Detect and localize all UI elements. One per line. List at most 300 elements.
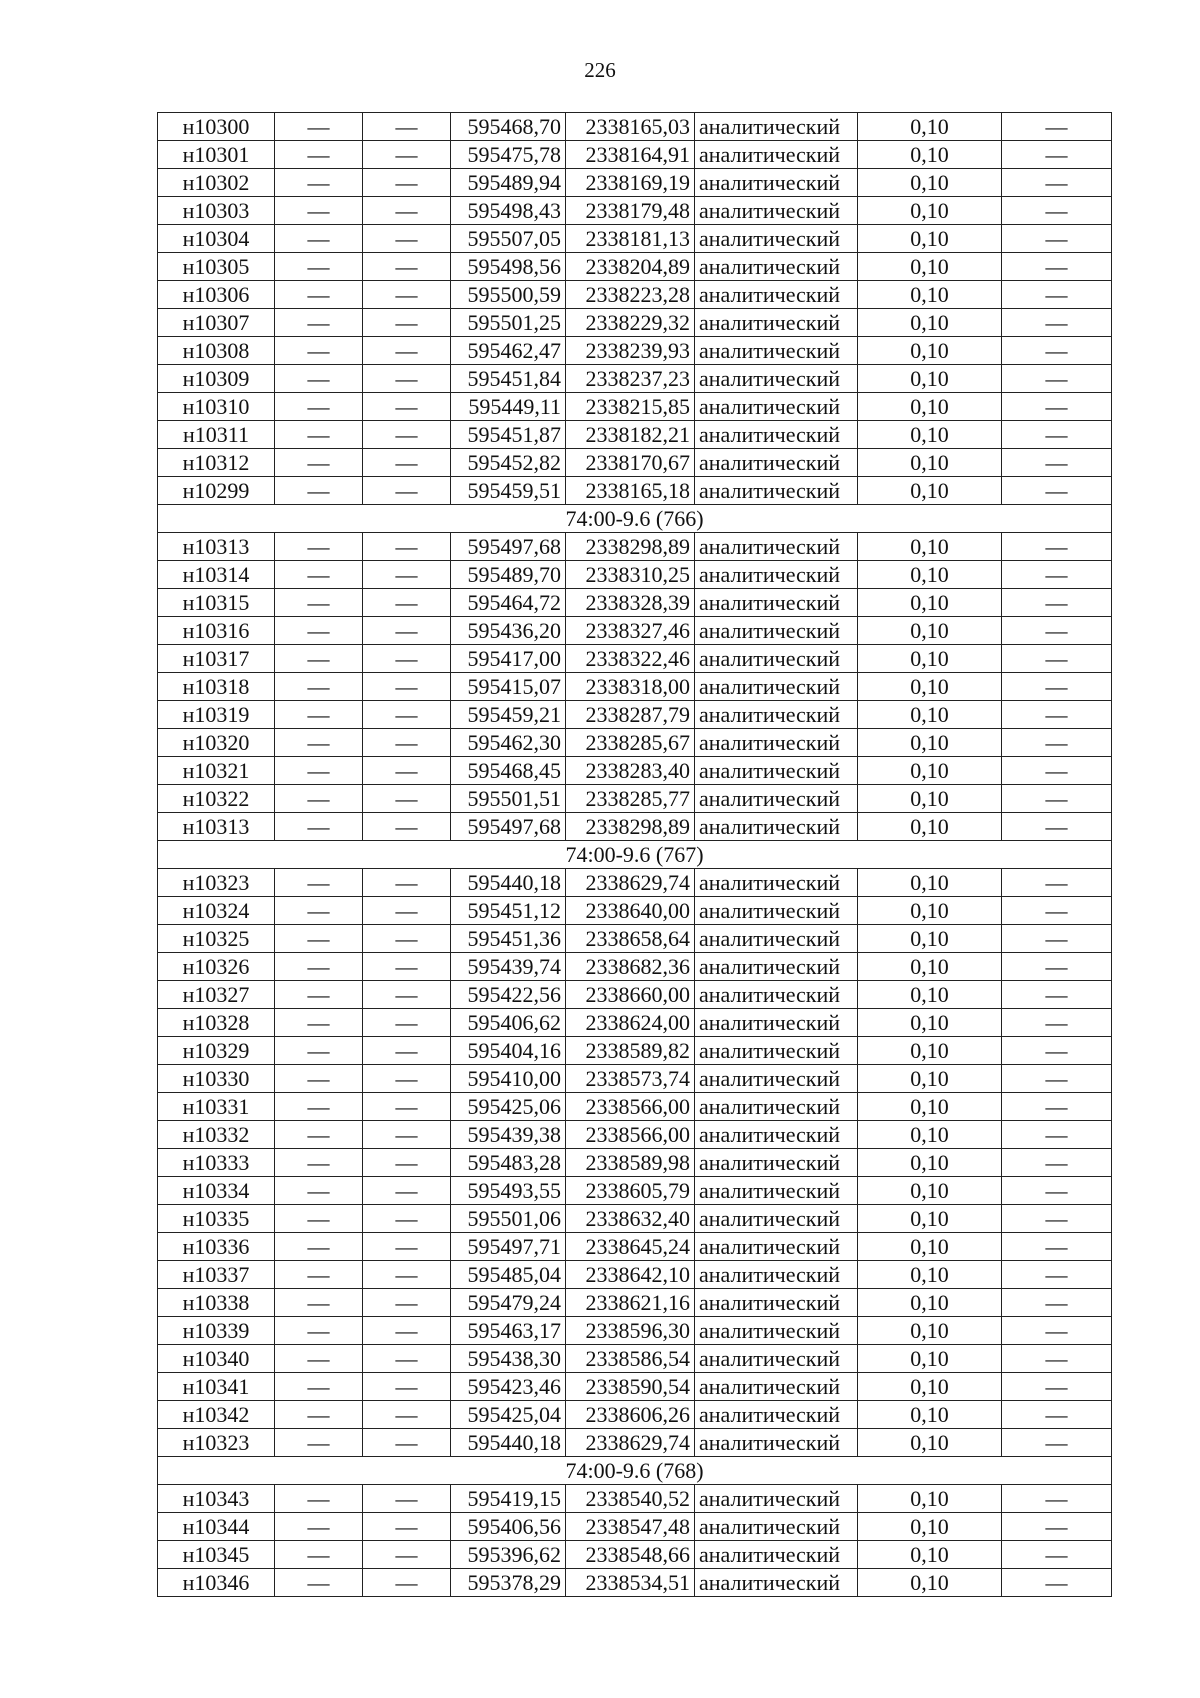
dash-cell: — (1002, 981, 1112, 1009)
accuracy-cell: 0,10 (858, 981, 1002, 1009)
dash-cell: — (1002, 253, 1112, 281)
y-coordinate-cell: 2338181,13 (566, 225, 695, 253)
x-coordinate-cell: 595479,24 (451, 1289, 566, 1317)
table-row (158, 1065, 1112, 1093)
dash-cell: — (1002, 673, 1112, 701)
dash-cell: — (275, 589, 363, 617)
method-cell: аналитический (695, 785, 858, 813)
y-coordinate-cell: 2338298,89 (566, 533, 695, 561)
y-coordinate-cell: 2338170,67 (566, 449, 695, 477)
table-row (158, 1569, 1112, 1597)
table-row (158, 253, 1112, 281)
accuracy-cell: 0,10 (858, 449, 1002, 477)
y-coordinate-cell: 2338283,40 (566, 757, 695, 785)
accuracy-cell: 0,10 (858, 953, 1002, 981)
accuracy-cell: 0,10 (858, 813, 1002, 841)
point-id-cell: н10346 (158, 1569, 275, 1597)
y-coordinate-cell: 2338540,52 (566, 1485, 695, 1513)
method-cell: аналитический (695, 813, 858, 841)
x-coordinate-cell: 595459,51 (451, 477, 566, 505)
table-row (158, 1401, 1112, 1429)
dash-cell: — (1002, 1009, 1112, 1037)
dash-cell: — (363, 1065, 451, 1093)
point-id-cell: н10303 (158, 197, 275, 225)
dash-cell: — (275, 1261, 363, 1289)
accuracy-cell: 0,10 (858, 1065, 1002, 1093)
point-id-cell: н10345 (158, 1541, 275, 1569)
accuracy-cell: 0,10 (858, 309, 1002, 337)
accuracy-cell: 0,10 (858, 253, 1002, 281)
dash-cell: — (363, 1485, 451, 1513)
accuracy-cell: 0,10 (858, 645, 1002, 673)
accuracy-cell: 0,10 (858, 1009, 1002, 1037)
x-coordinate-cell: 595451,87 (451, 421, 566, 449)
method-cell: аналитический (695, 1541, 858, 1569)
point-id-cell: н10328 (158, 1009, 275, 1037)
y-coordinate-cell: 2338322,46 (566, 645, 695, 673)
dash-cell: — (275, 1121, 363, 1149)
coordinates-table-body (158, 113, 1112, 1597)
dash-cell: — (275, 141, 363, 169)
accuracy-cell: 0,10 (858, 1037, 1002, 1065)
x-coordinate-cell: 595501,51 (451, 785, 566, 813)
x-coordinate-cell: 595497,71 (451, 1233, 566, 1261)
accuracy-cell: 0,10 (858, 337, 1002, 365)
point-id-cell: н10313 (158, 813, 275, 841)
method-cell: аналитический (695, 925, 858, 953)
y-coordinate-cell: 2338164,91 (566, 141, 695, 169)
dash-cell: — (275, 1177, 363, 1205)
y-coordinate-cell: 2338586,54 (566, 1345, 695, 1373)
table-row (158, 701, 1112, 729)
point-id-cell: н10307 (158, 309, 275, 337)
method-cell: аналитический (695, 897, 858, 925)
table-row (158, 1345, 1112, 1373)
dash-cell: — (1002, 953, 1112, 981)
point-id-cell: н10301 (158, 141, 275, 169)
point-id-cell: н10323 (158, 869, 275, 897)
accuracy-cell: 0,10 (858, 1121, 1002, 1149)
dash-cell: — (275, 1233, 363, 1261)
dash-cell: — (275, 645, 363, 673)
dash-cell: — (1002, 225, 1112, 253)
dash-cell: — (275, 533, 363, 561)
point-id-cell: н10320 (158, 729, 275, 757)
dash-cell: — (275, 981, 363, 1009)
point-id-cell: н10314 (158, 561, 275, 589)
y-coordinate-cell: 2338589,98 (566, 1149, 695, 1177)
point-id-cell: н10338 (158, 1289, 275, 1317)
dash-cell: — (275, 1037, 363, 1065)
dash-cell: — (275, 253, 363, 281)
point-id-cell: н10323 (158, 1429, 275, 1457)
dash-cell: — (275, 1541, 363, 1569)
table-row (158, 393, 1112, 421)
accuracy-cell: 0,10 (858, 1205, 1002, 1233)
point-id-cell: н10312 (158, 449, 275, 477)
dash-cell: — (1002, 1485, 1112, 1513)
method-cell: аналитический (695, 141, 858, 169)
dash-cell: — (363, 1289, 451, 1317)
method-cell: аналитический (695, 645, 858, 673)
y-coordinate-cell: 2338165,03 (566, 113, 695, 141)
method-cell: аналитический (695, 1569, 858, 1597)
y-coordinate-cell: 2338621,16 (566, 1289, 695, 1317)
dash-cell: — (363, 1205, 451, 1233)
y-coordinate-cell: 2338590,54 (566, 1373, 695, 1401)
point-id-cell: н10304 (158, 225, 275, 253)
y-coordinate-cell: 2338547,48 (566, 1513, 695, 1541)
dash-cell: — (275, 169, 363, 197)
point-id-cell: н10305 (158, 253, 275, 281)
accuracy-cell: 0,10 (858, 197, 1002, 225)
accuracy-cell: 0,10 (858, 1317, 1002, 1345)
dash-cell: — (363, 113, 451, 141)
dash-cell: — (363, 953, 451, 981)
x-coordinate-cell: 595425,04 (451, 1401, 566, 1429)
dash-cell: — (363, 981, 451, 1009)
dash-cell: — (275, 673, 363, 701)
x-coordinate-cell: 595489,94 (451, 169, 566, 197)
table-row (158, 897, 1112, 925)
dash-cell: — (275, 729, 363, 757)
x-coordinate-cell: 595404,16 (451, 1037, 566, 1065)
point-id-cell: н10331 (158, 1093, 275, 1121)
x-coordinate-cell: 595436,20 (451, 617, 566, 645)
point-id-cell: н10325 (158, 925, 275, 953)
dash-cell: — (1002, 897, 1112, 925)
table-row (158, 1373, 1112, 1401)
method-cell: аналитический (695, 1485, 858, 1513)
accuracy-cell: 0,10 (858, 421, 1002, 449)
dash-cell: — (1002, 281, 1112, 309)
y-coordinate-cell: 2338179,48 (566, 197, 695, 225)
dash-cell: — (275, 365, 363, 393)
x-coordinate-cell: 595462,30 (451, 729, 566, 757)
dash-cell: — (363, 589, 451, 617)
y-coordinate-cell: 2338624,00 (566, 1009, 695, 1037)
point-id-cell: н10317 (158, 645, 275, 673)
table-row (158, 281, 1112, 309)
table-row (158, 1513, 1112, 1541)
dash-cell: — (275, 421, 363, 449)
table-row (158, 645, 1112, 673)
y-coordinate-cell: 2338165,18 (566, 477, 695, 505)
accuracy-cell: 0,10 (858, 1373, 1002, 1401)
point-id-cell: н10322 (158, 785, 275, 813)
method-cell: аналитический (695, 617, 858, 645)
table-row (158, 1009, 1112, 1037)
dash-cell: — (1002, 421, 1112, 449)
x-coordinate-cell: 595459,21 (451, 701, 566, 729)
dash-cell: — (1002, 113, 1112, 141)
dash-cell: — (363, 561, 451, 589)
dash-cell: — (363, 1149, 451, 1177)
method-cell: аналитический (695, 757, 858, 785)
accuracy-cell: 0,10 (858, 1233, 1002, 1261)
dash-cell: — (275, 1429, 363, 1457)
accuracy-cell: 0,10 (858, 1261, 1002, 1289)
dash-cell: — (363, 225, 451, 253)
x-coordinate-cell: 595419,15 (451, 1485, 566, 1513)
table-row (158, 1429, 1112, 1457)
table-row (158, 197, 1112, 225)
dash-cell: — (363, 309, 451, 337)
table-row (158, 813, 1112, 841)
table-row (158, 1149, 1112, 1177)
y-coordinate-cell: 2338298,89 (566, 813, 695, 841)
dash-cell: — (1002, 169, 1112, 197)
y-coordinate-cell: 2338204,89 (566, 253, 695, 281)
dash-cell: — (275, 785, 363, 813)
point-id-cell: н10343 (158, 1485, 275, 1513)
dash-cell: — (363, 1121, 451, 1149)
dash-cell: — (1002, 1317, 1112, 1345)
dash-cell: — (1002, 813, 1112, 841)
dash-cell: — (1002, 589, 1112, 617)
dash-cell: — (275, 813, 363, 841)
x-coordinate-cell: 595440,18 (451, 1429, 566, 1457)
dash-cell: — (275, 1149, 363, 1177)
y-coordinate-cell: 2338327,46 (566, 617, 695, 645)
y-coordinate-cell: 2338239,93 (566, 337, 695, 365)
dash-cell: — (1002, 1569, 1112, 1597)
method-cell: аналитический (695, 113, 858, 141)
y-coordinate-cell: 2338566,00 (566, 1121, 695, 1149)
x-coordinate-cell: 595451,12 (451, 897, 566, 925)
dash-cell: — (363, 1093, 451, 1121)
dash-cell: — (1002, 561, 1112, 589)
accuracy-cell: 0,10 (858, 169, 1002, 197)
y-coordinate-cell: 2338642,10 (566, 1261, 695, 1289)
accuracy-cell: 0,10 (858, 869, 1002, 897)
method-cell: аналитический (695, 281, 858, 309)
dash-cell: — (1002, 1233, 1112, 1261)
dash-cell: — (1002, 1345, 1112, 1373)
dash-cell: — (363, 785, 451, 813)
y-coordinate-cell: 2338573,74 (566, 1065, 695, 1093)
point-id-cell: н10330 (158, 1065, 275, 1093)
dash-cell: — (363, 757, 451, 785)
accuracy-cell: 0,10 (858, 1177, 1002, 1205)
y-coordinate-cell: 2338548,66 (566, 1541, 695, 1569)
dash-cell: — (275, 393, 363, 421)
dash-cell: — (363, 1233, 451, 1261)
table-row (158, 1317, 1112, 1345)
dash-cell: — (363, 869, 451, 897)
point-id-cell: н10315 (158, 589, 275, 617)
x-coordinate-cell: 595493,55 (451, 1177, 566, 1205)
table-row (158, 673, 1112, 701)
x-coordinate-cell: 595452,82 (451, 449, 566, 477)
method-cell: аналитический (695, 673, 858, 701)
point-id-cell: н10300 (158, 113, 275, 141)
point-id-cell: н10318 (158, 673, 275, 701)
dash-cell: — (275, 561, 363, 589)
accuracy-cell: 0,10 (858, 225, 1002, 253)
point-id-cell: н10334 (158, 1177, 275, 1205)
point-id-cell: н10324 (158, 897, 275, 925)
accuracy-cell: 0,10 (858, 1149, 1002, 1177)
x-coordinate-cell: 595406,62 (451, 1009, 566, 1037)
dash-cell: — (363, 1401, 451, 1429)
method-cell: аналитический (695, 1429, 858, 1457)
accuracy-cell: 0,10 (858, 113, 1002, 141)
dash-cell: — (275, 1065, 363, 1093)
table-row (158, 953, 1112, 981)
x-coordinate-cell: 595451,36 (451, 925, 566, 953)
accuracy-cell: 0,10 (858, 925, 1002, 953)
dash-cell: — (275, 337, 363, 365)
table-row (158, 1233, 1112, 1261)
dash-cell: — (1002, 617, 1112, 645)
dash-cell: — (363, 617, 451, 645)
dash-cell: — (1002, 925, 1112, 953)
method-cell: аналитический (695, 1065, 858, 1093)
table-row (158, 113, 1112, 141)
dash-cell: — (1002, 365, 1112, 393)
y-coordinate-cell: 2338589,82 (566, 1037, 695, 1065)
y-coordinate-cell: 2338640,00 (566, 897, 695, 925)
dash-cell: — (363, 1569, 451, 1597)
x-coordinate-cell: 595483,28 (451, 1149, 566, 1177)
dash-cell: — (363, 1541, 451, 1569)
table-row (158, 337, 1112, 365)
dash-cell: — (275, 1485, 363, 1513)
dash-cell: — (363, 701, 451, 729)
table-row (158, 1289, 1112, 1317)
dash-cell: — (275, 1289, 363, 1317)
method-cell: аналитический (695, 477, 858, 505)
x-coordinate-cell: 595396,62 (451, 1541, 566, 1569)
x-coordinate-cell: 595507,05 (451, 225, 566, 253)
dash-cell: — (275, 281, 363, 309)
dash-cell: — (275, 1093, 363, 1121)
y-coordinate-cell: 2338682,36 (566, 953, 695, 981)
accuracy-cell: 0,10 (858, 1093, 1002, 1121)
accuracy-cell: 0,10 (858, 897, 1002, 925)
x-coordinate-cell: 595489,70 (451, 561, 566, 589)
point-id-cell: н10308 (158, 337, 275, 365)
dash-cell: — (363, 421, 451, 449)
method-cell: аналитический (695, 1205, 858, 1233)
dash-cell: — (1002, 701, 1112, 729)
dash-cell: — (275, 869, 363, 897)
x-coordinate-cell: 595440,18 (451, 869, 566, 897)
y-coordinate-cell: 2338223,28 (566, 281, 695, 309)
table-row (158, 1485, 1112, 1513)
method-cell: аналитический (695, 309, 858, 337)
dash-cell: — (1002, 1093, 1112, 1121)
dash-cell: — (363, 1373, 451, 1401)
x-coordinate-cell: 595425,06 (451, 1093, 566, 1121)
y-coordinate-cell: 2338287,79 (566, 701, 695, 729)
y-coordinate-cell: 2338285,67 (566, 729, 695, 757)
y-coordinate-cell: 2338632,40 (566, 1205, 695, 1233)
accuracy-cell: 0,10 (858, 1345, 1002, 1373)
y-coordinate-cell: 2338606,26 (566, 1401, 695, 1429)
dash-cell: — (275, 309, 363, 337)
dash-cell: — (363, 337, 451, 365)
method-cell: аналитический (695, 337, 858, 365)
method-cell: аналитический (695, 1037, 858, 1065)
accuracy-cell: 0,10 (858, 1289, 1002, 1317)
dash-cell: — (363, 813, 451, 841)
dash-cell: — (275, 197, 363, 225)
dash-cell: — (1002, 1541, 1112, 1569)
x-coordinate-cell: 595462,47 (451, 337, 566, 365)
page-number: 226 (584, 58, 616, 82)
point-id-cell: н10310 (158, 393, 275, 421)
dash-cell: — (1002, 645, 1112, 673)
x-coordinate-cell: 595497,68 (451, 533, 566, 561)
accuracy-cell: 0,10 (858, 281, 1002, 309)
y-coordinate-cell: 2338318,00 (566, 673, 695, 701)
dash-cell: — (363, 253, 451, 281)
point-id-cell: н10309 (158, 365, 275, 393)
table-row (158, 421, 1112, 449)
dash-cell: — (1002, 393, 1112, 421)
point-id-cell: н10342 (158, 1401, 275, 1429)
method-cell: аналитический (695, 1513, 858, 1541)
table-row (158, 981, 1112, 1009)
dash-cell: — (275, 897, 363, 925)
section-title: 74:00-9.6 (767) (158, 841, 1112, 869)
method-cell: аналитический (695, 1093, 858, 1121)
method-cell: аналитический (695, 1317, 858, 1345)
y-coordinate-cell: 2338605,79 (566, 1177, 695, 1205)
dash-cell: — (275, 1205, 363, 1233)
table-row (158, 1093, 1112, 1121)
dash-cell: — (363, 1009, 451, 1037)
dash-cell: — (363, 1429, 451, 1457)
y-coordinate-cell: 2338285,77 (566, 785, 695, 813)
method-cell: аналитический (695, 1373, 858, 1401)
dash-cell: — (275, 1317, 363, 1345)
method-cell: аналитический (695, 533, 858, 561)
method-cell: аналитический (695, 1261, 858, 1289)
accuracy-cell: 0,10 (858, 617, 1002, 645)
accuracy-cell: 0,10 (858, 393, 1002, 421)
point-id-cell: н10336 (158, 1233, 275, 1261)
x-coordinate-cell: 595451,84 (451, 365, 566, 393)
method-cell: аналитический (695, 1233, 858, 1261)
method-cell: аналитический (695, 1177, 858, 1205)
table-row (158, 729, 1112, 757)
dash-cell: — (363, 1037, 451, 1065)
table-row (158, 589, 1112, 617)
dash-cell: — (1002, 757, 1112, 785)
method-cell: аналитический (695, 1289, 858, 1317)
method-cell: аналитический (695, 449, 858, 477)
y-coordinate-cell: 2338328,39 (566, 589, 695, 617)
dash-cell: — (363, 1317, 451, 1345)
dash-cell: — (275, 1569, 363, 1597)
method-cell: аналитический (695, 1149, 858, 1177)
dash-cell: — (363, 897, 451, 925)
coordinates-table (157, 112, 1112, 1597)
method-cell: аналитический (695, 393, 858, 421)
dash-cell: — (363, 449, 451, 477)
dash-cell: — (275, 225, 363, 253)
table-row (158, 1177, 1112, 1205)
x-coordinate-cell: 595501,06 (451, 1205, 566, 1233)
table-row (158, 309, 1112, 337)
point-id-cell: н10340 (158, 1345, 275, 1373)
accuracy-cell: 0,10 (858, 1401, 1002, 1429)
point-id-cell: н10302 (158, 169, 275, 197)
y-coordinate-cell: 2338658,64 (566, 925, 695, 953)
